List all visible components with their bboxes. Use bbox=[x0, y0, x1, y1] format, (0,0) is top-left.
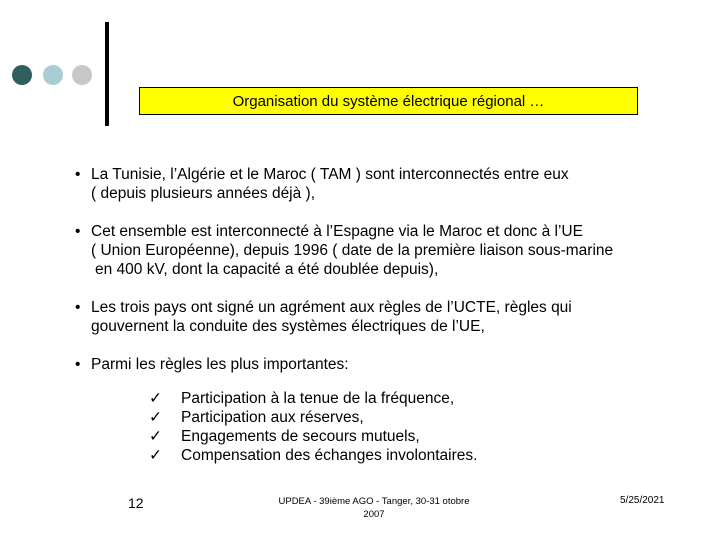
bullet-line: Parmi les règles les plus importantes: bbox=[91, 356, 349, 373]
footer-event-line: 2007 bbox=[363, 509, 385, 520]
checklist-item-label: Engagements de secours mutuels, bbox=[181, 428, 420, 445]
bullet-mark: • bbox=[75, 223, 81, 240]
bullet-line: gouvernent la conduite des systèmes électriques de l’UE, bbox=[91, 318, 485, 335]
bullet-item bbox=[75, 222, 695, 279]
decor-dot-grey bbox=[72, 65, 92, 85]
bullet-mark: • bbox=[75, 166, 81, 183]
checklist-item-label: Participation aux réserves, bbox=[181, 409, 364, 426]
bullet-line: en 400 kV, dont la capacité a été doublée depuis), bbox=[95, 261, 439, 278]
checkmark-icon: ✓ bbox=[149, 390, 162, 407]
bullet-item bbox=[75, 165, 695, 203]
footer-date: 5/25/2021 bbox=[620, 495, 665, 506]
bullet-mark: • bbox=[75, 299, 81, 316]
slide-title: Organisation du système électrique régional … bbox=[232, 92, 545, 110]
bullet-item bbox=[75, 355, 695, 374]
decor-vertical-rule bbox=[105, 22, 109, 126]
page-number: 12 bbox=[128, 495, 144, 511]
bullet-line: ( depuis plusieurs années déjà ), bbox=[91, 185, 316, 202]
checklist-item bbox=[149, 408, 477, 427]
bullet-list bbox=[75, 165, 695, 393]
bullet-item bbox=[75, 298, 695, 336]
footer-event-line: UPDEA - 39ième AGO - Tanger, 30-31 otobre bbox=[278, 496, 470, 507]
checklist-item bbox=[149, 427, 477, 446]
decor-dot-light bbox=[43, 65, 63, 85]
checkmark-icon: ✓ bbox=[149, 409, 162, 426]
checklist-item-label: Compensation des échanges involontaires. bbox=[181, 447, 478, 464]
footer-event bbox=[268, 495, 480, 521]
checkmark-icon: ✓ bbox=[149, 428, 162, 445]
checklist bbox=[149, 389, 477, 465]
bullet-line: ( Union Européenne), depuis 1996 ( date de la première liaison sous-marine bbox=[91, 242, 614, 259]
bullet-line: Les trois pays ont signé un agrément aux règles de l’UCTE, règles qui bbox=[91, 299, 572, 316]
bullet-line: Cet ensemble est interconnecté à l’Espagne via le Maroc et donc à l’UE bbox=[91, 223, 583, 240]
checklist-item-label: Participation à la tenue de la fréquence, bbox=[181, 390, 455, 407]
decor-dot-dark bbox=[12, 65, 32, 85]
slide-title-box bbox=[139, 87, 638, 115]
checklist-item bbox=[149, 389, 477, 408]
bullet-mark: • bbox=[75, 356, 81, 373]
checklist-item bbox=[149, 446, 477, 465]
checkmark-icon: ✓ bbox=[149, 447, 162, 464]
bullet-line: La Tunisie, l’Algérie et le Maroc ( TAM ) sont interconnectés entre eux bbox=[91, 166, 569, 183]
